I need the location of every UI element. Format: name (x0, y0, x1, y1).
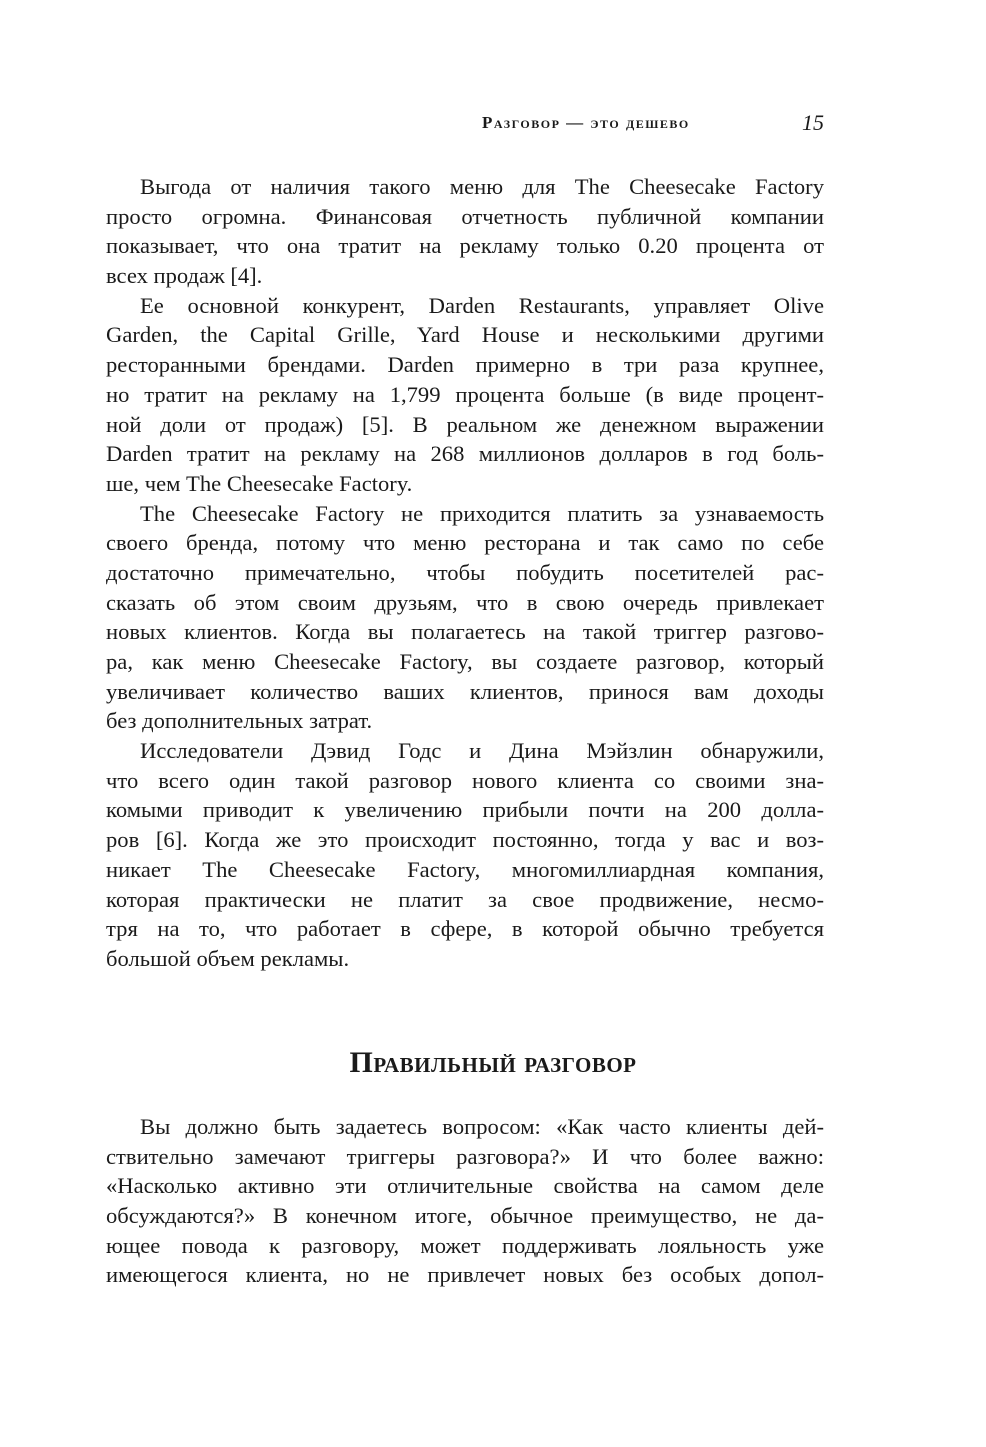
text-line: своего бренда, потому что меню ресторана и так само по себе (106, 530, 824, 556)
text-line: ющее повода к разговору, может поддерживать лояльность уже (106, 1232, 824, 1258)
text-line: ше, чем The Cheesecake Factory. (106, 470, 413, 496)
text-line: без дополнительных затрат. (106, 708, 373, 734)
text-line: ной доли от продаж) [5]. В реальном же денежном выражении (106, 411, 824, 437)
text-line: Darden тратит на рекламу на 268 миллионов долларов в год боль- (106, 441, 824, 467)
text-line: но тратит на рекламу на 1,799 процента больше (в виде процент- (106, 381, 824, 407)
text-line: увеличивает количество ваших клиентов, принося вам доходы (106, 678, 824, 704)
text-line: которая практически не платит за свое продвижение, несмо- (106, 886, 824, 912)
paragraph-3 (106, 499, 824, 737)
text-line: имеющегося клиента, но не привлечет новых без особых допол- (106, 1262, 824, 1288)
text-line: никает The Cheesecake Factory, многомиллиардная компания, (106, 856, 824, 882)
paragraph-1 (106, 172, 824, 291)
text-line: просто огромна. Финансовая отчетность публичной компании (106, 203, 824, 229)
paragraph-4 (106, 736, 824, 974)
text-line: что всего один такой разговор нового клиента со своими зна- (106, 767, 824, 793)
text-line: показывает, что она тратит на рекламу только 0.20 процента от (106, 233, 824, 259)
section-heading: Правильный разговор (349, 1046, 637, 1079)
text-line: новых клиентов. Когда вы полагаетесь на такой триггер разгово- (106, 619, 824, 645)
text-line: ресторанными брендами. Darden примерно в три раза крупнее, (106, 352, 824, 378)
text-line: обсуждаются?» В конечном итоге, обычное преимущество, не да- (106, 1203, 824, 1229)
text-line: достаточно примечательно, чтобы побудить посетителей рас- (106, 559, 824, 585)
text-line: тря на то, что работает в сфере, в которой обычно требуется (106, 916, 824, 942)
text-line: Ее основной конкурент, Darden Restaurants, управляет Olive (140, 292, 824, 318)
running-head-title: Разговор — это дешево (482, 113, 690, 132)
text-line: сказать об этом своим друзьям, что в свою очередь привлекает (106, 589, 824, 615)
text-line: большой объем рекламы. (106, 945, 350, 971)
running-head (482, 110, 824, 140)
paragraph-2 (106, 291, 824, 499)
text-line: ров [6]. Когда же это происходит постоянно, тогда у вас и воз- (106, 827, 824, 853)
text-line: Выгода от наличия такого меню для The Cheesecake Factory (140, 174, 824, 199)
text-line: комыми приводит к увеличению прибыли почти на 200 долла- (106, 797, 824, 823)
text-line: ствительно замечают триггеры разговора?» И что более важно: (106, 1143, 824, 1169)
text-line: ра, как меню Cheesecake Factory, вы создаете разговор, который (106, 649, 824, 674)
text-line: «Насколько активно эти отличительные свойства на самом деле (106, 1173, 824, 1199)
text-line: Garden, the Capital Grille, Yard House и несколькими другими (106, 322, 824, 348)
page-number: 15 (802, 110, 824, 135)
section-2-body (106, 1112, 824, 1290)
paragraph-5 (106, 1112, 824, 1290)
text-line: всех продаж [4]. (106, 263, 263, 289)
text-line: Исследователи Дэвид Годс и Дина Мэйзлин обнаружили, (140, 738, 824, 764)
section-1-body (106, 172, 824, 974)
text-line: The Cheesecake Factory не приходится платить за узнаваемость (140, 500, 824, 526)
text-line: Вы должно быть задаетесь вопросом: «Как часто клиенты дей- (140, 1114, 824, 1139)
